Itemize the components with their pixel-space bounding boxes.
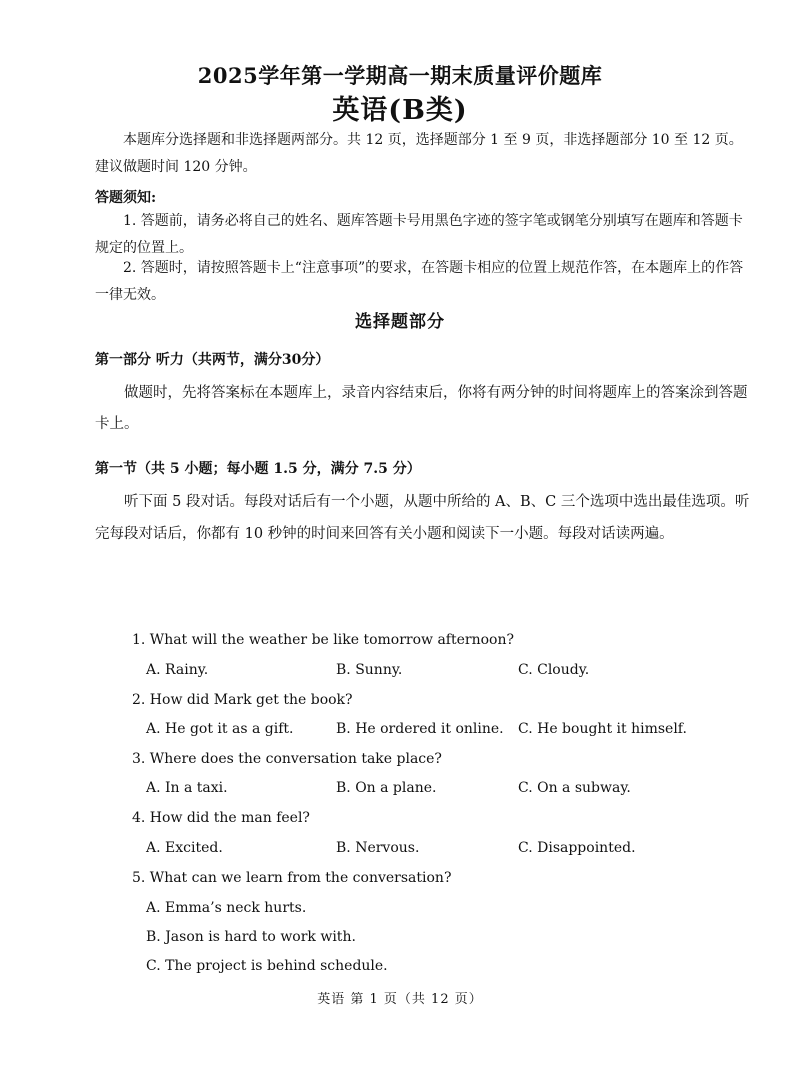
question-5: 5. What can we learn from the conversation?: [132, 870, 452, 886]
question-4-option-b: B. Nervous.: [336, 840, 420, 856]
question-4-option-a: A. Excited.: [146, 840, 223, 856]
question-1-option-a: A. Rainy.: [146, 662, 209, 678]
section1-heading: 第一节（共 5 小题；每小题 1.5 分，满分 7.5 分）: [95, 461, 421, 477]
page-title: 2025学年第一学期高一期末质量评价题库: [197, 63, 603, 88]
intro-paragraph: 本题库分选择题和非选择题两部分。共 12 页，选择题部分 1 至 9 页，非选择题部分 10 至 12 页。建议做题时间 120 分钟。: [95, 132, 743, 175]
question-4-option-c: C. Disappointed.: [518, 840, 636, 856]
notice-item-2: 2. 答题时，请按照答题卡上“注意事项”的要求，在答题卡相应的位置上规范作答，在本题库上的作答一律无效。: [95, 260, 744, 303]
question-3-option-b: B. On a plane.: [336, 780, 437, 796]
question-2: 2. How did Mark get the book?: [132, 692, 353, 708]
page-subtitle: 英语(B类): [332, 95, 468, 126]
question-2-option-a: A. He got it as a gift.: [146, 721, 294, 737]
question-1-option-b: B. Sunny.: [336, 662, 403, 678]
section-title: 选择题部分: [355, 312, 445, 332]
question-5-option-c: C. The project is behind schedule.: [146, 958, 388, 974]
question-5-option-a: A. Emma’s neck hurts.: [146, 900, 307, 916]
section1-instructions: 听下面 5 段对话。每段对话后有一个小题，从题中所给的 A、B、C 三个选项中选出最佳选项。听完每段对话后，你都有 10 秒钟的时间来回答有关小题和阅读下一小题。每段对话读两遍。: [95, 494, 750, 542]
question-5-option-b: B. Jason is hard to work with.: [146, 929, 356, 945]
question-4: 4. How did the man feel?: [132, 810, 310, 826]
question-3-option-c: C. On a subway.: [518, 780, 631, 796]
question-3-option-a: A. In a taxi.: [146, 780, 228, 796]
question-1: 1. What will the weather be like tomorrow afternoon?: [132, 632, 514, 648]
part1-heading: 第一部分 听力（共两节，满分30分）: [95, 352, 330, 368]
part1-instructions: 做题时，先将答案标在本题库上，录音内容结束后，你将有两分钟的时间将题库上的答案涂到答题卡上。: [95, 385, 748, 432]
page-footer: 英语 第 1 页（共 12 页）: [317, 992, 483, 1007]
notice-item-1: 1. 答题前，请务必将自己的姓名、题库答题卡号用黑色字迹的签字笔或钢笔分别填写在题库和答题卡规定的位置上。: [95, 213, 743, 256]
question-2-option-c: C. He bought it himself.: [518, 721, 687, 737]
question-2-option-b: B. He ordered it online.: [336, 721, 504, 737]
notice-title: 答题须知:: [95, 190, 157, 206]
question-3: 3. Where does the conversation take place?: [132, 751, 442, 767]
question-1-option-c: C. Cloudy.: [518, 662, 590, 678]
